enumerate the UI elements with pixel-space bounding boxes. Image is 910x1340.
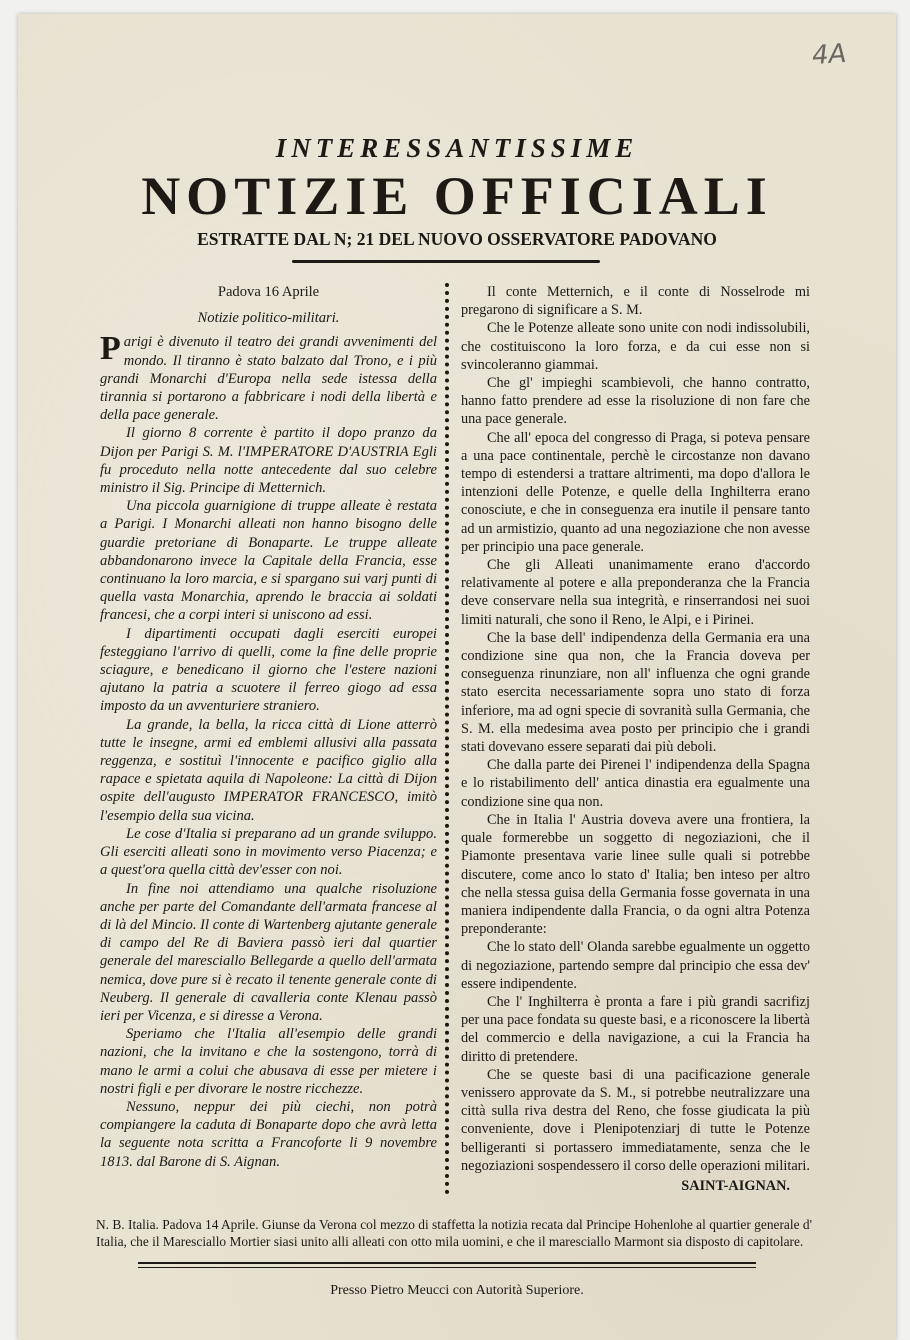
paragraph: Una piccola guarnigione di truppe alleate è restata a Parigi. I Monarchi alleati non hanno bisogno delle guardie pretoriane di Bonaparte. Le truppe alleate abbandonarono invece la Capitale della Francia, esse continuano la loro marcia, e si spargano sui varj punti di quella vasta Monarchia, aprendo le braccia ai soldati francesi, che a corpi interi si uniscono ad essi. bbox=[100, 498, 437, 624]
article-columns bbox=[100, 283, 810, 1195]
broadsheet-paper bbox=[18, 14, 896, 1340]
paragraph: Il giorno 8 corrente è partito il dopo pranzo da Dijon per Parigi S. M. l'IMPERATORE D'AUSTRIA Egli fu proceduto nella notte antecedente dal suo celebre ministro il Sig. Principe di Metternich. bbox=[100, 425, 437, 497]
nota-bene: N. B. Italia. Padova 14 Aprile. Giunse da Verona col mezzo di staffetta la notizia recata dal Principe Hohenlohe al quartier generale d' Italia, che il Maresciallo Mortier siasi unito alli alleati con otto mila uomini, e che il maresciallo Marmont sia disposto di capitolare. bbox=[96, 1217, 812, 1249]
footer-rule bbox=[138, 1262, 756, 1268]
handwritten-note: 4A bbox=[810, 38, 848, 72]
left-column bbox=[100, 283, 445, 1171]
paragraph: Le cose d'Italia si preparano ad un grande sviluppo. Gli eserciti alleati sono in movimento verso Piacenza; e a quest'ora quella città dev'esser con noi. bbox=[100, 825, 437, 879]
paragraph: Che all' epoca del congresso di Praga, si poteva pensare a una pace continentale, perchè le circostanze non davano tempo di estendersi a trattare altrimenti, ma dopo d'allora le intenzioni delle Potenze, e quelle della Inghilterra erano conosciute, e che in conseguenza era inutile il pensare tanto ad un armistizio, quanto ad una negoziazione che non avesse per principio una pace generale. bbox=[461, 429, 810, 555]
paragraph: Che l' Inghilterra è pronta a fare i più grandi sacrifizj per una pace fondata su queste basi, e a riconoscere la libertà del commercio e della navigazione, a cui la Francia ha diritto di pretendere. bbox=[461, 993, 810, 1065]
paragraph: Che gli Alleati unanimamente erano d'accordo relativamente al potere e alla preponderanza che la Francia deve conservare nella sua integrità, e rinserrandosi nei suoi limiti naturali, che sono il Reno, le Alpi, e i Pirinei. bbox=[461, 557, 810, 628]
paragraph: Che lo stato dell' Olanda sarebbe egualmente un oggetto di negoziazione, partendo sempre dal principio che essa dev' essere indipendente. bbox=[461, 939, 810, 992]
column-divider bbox=[445, 283, 449, 1195]
paragraph: Speriamo che l'Italia all'esempio delle grandi nazioni, che la invitano e che la sostengono, torrà di mano le armi a colui che abusava di esse per mietere i nostri figli e per divorare le nostre ricchezze. bbox=[100, 1026, 437, 1097]
paragraph: Che le Potenze alleate sono unite con nodi indissolubili, che costituiscono la loro forza, e da cui esse non si svincoleranno giammai. bbox=[461, 320, 810, 373]
right-column bbox=[455, 283, 810, 1195]
paragraph: Che dalla parte dei Pirenei l' indipendenza della Spagna e lo ristabilimento dell' antica dinastia era egualmente una condizione sine qua non. bbox=[461, 757, 810, 810]
page-title: NOTIZIE OFFICIALI bbox=[141, 166, 773, 226]
section-rubric: Notizie politico-militari. bbox=[197, 310, 340, 327]
header-rule bbox=[292, 260, 600, 263]
first-paragraph bbox=[100, 330, 437, 424]
paragraph: Nessuno, neppur dei più ciechi, non potrà compiangere la caduta di Bonaparte dopo che avrà letta la seguente nota scritta a Francoforte li 9 novembre 1813. dal Barone di S. Aignan. bbox=[100, 1098, 437, 1170]
header-subtitle: ESTRATTE DAL N; 21 DEL NUOVO OSSERVATORE PADOVANO bbox=[197, 229, 717, 249]
paragraph: I dipartimenti occupati dagli eserciti europei festeggiano l'arrivo di quelli, come la fine delle proprie sciagure, e benedicano il giorno che l'estere nazioni ajutano la patria a scuotere il ferreo giogo ad essa imposto da un avventuriere straniero. bbox=[100, 625, 437, 715]
header-kicker: INTERESSANTISSIME bbox=[275, 133, 639, 163]
paragraph: Che se queste basi di una pacificazione generale venissero approvate da S. M., si potrebbe neutralizzare una città sulla riva destra del Reno, che fosse giudicata la più conveniente, dove i Plenipotenziarj di tutte le Potenze belligeranti si portassero immediatamente, senza che le negoziazioni sospendessero il corso delle operazioni militari. bbox=[461, 1066, 810, 1174]
paragraph: La grande, la bella, la ricca città di Lione atterrò tutte le insegne, armi ed emblemi allusivi alla passata reggenza, e sostituì l'innocente e pacifico giglio alla rapace e spietata aquila di Napoleone: La città di Dijon ospite dell'augusto IMPERATOR FRANCESCO, imitò l'esempio della sua vicina. bbox=[100, 716, 437, 824]
first-paragraph-text: arigi è divenuto il teatro dei grandi avvenimenti del mondo. Il tiranno è stato balzato dal Trono, e i più grandi Monarchi d'Europa nella sede istessa della tirannia si portarono a fabbricare i nodi della libertà e della pace generale. bbox=[100, 334, 437, 424]
paragraph: Il conte Metternich, e il conte di Nosselrode mi pregarono di significare a S. M. bbox=[461, 284, 810, 319]
signature: SAINT-AIGNAN. bbox=[681, 1177, 790, 1194]
paragraph: Che la base dell' indipendenza della Germania era una condizione sine qua non, che la Francia doveva per conseguenza rinunziare, non all' influenza che ogni grande stato esercita necessariamente sopra uno stato di forza inferiore, ma ad ogni specie di sovranità sulla Germania, che S. M. ella medesima avea posto per principio che i grandi stati dovevano essere separati dai più deboli. bbox=[461, 629, 810, 756]
drop-cap: P bbox=[100, 330, 121, 368]
dateline: Padova 16 Aprile bbox=[217, 284, 320, 300]
paragraph: In fine noi attendiamo una qualche risoluzione anche per parte del Comandante dell'armata francese al di là del Mincio. Il conte di Wartenberg ajutante generale di campo del Re di Baviera passò ieri dal quartier generale del maresciallo Bellegarde a quello dell'armata nemica, dove pure si è recato il tenente generale conte di Neuberg. Il generale di cavalleria conte Klenau passò ieri per Vicenza, e si diresse a Verona. bbox=[100, 880, 437, 1024]
printer-imprint: Presso Pietro Meucci con Autorità Superiore. bbox=[330, 1283, 584, 1299]
paragraph: Che gl' impieghi scambievoli, che hanno contratto, hanno fatto prendere ad esse la risoluzione di non fare che una pace generale. bbox=[461, 375, 810, 428]
paragraph: Che in Italia l' Austria doveva avere una frontiera, la quale formerebbe un soggetto di negoziazioni, che il Piamonte presentava varie linee sulle quali si potrebbe discutere, come anco lo stato d' Italia; ben inteso per altro che nella stessa guisa della Germania fosse governata in una maniera indipendente dalla Francia, o da ogni altra Potenza preponderante: bbox=[461, 811, 810, 938]
